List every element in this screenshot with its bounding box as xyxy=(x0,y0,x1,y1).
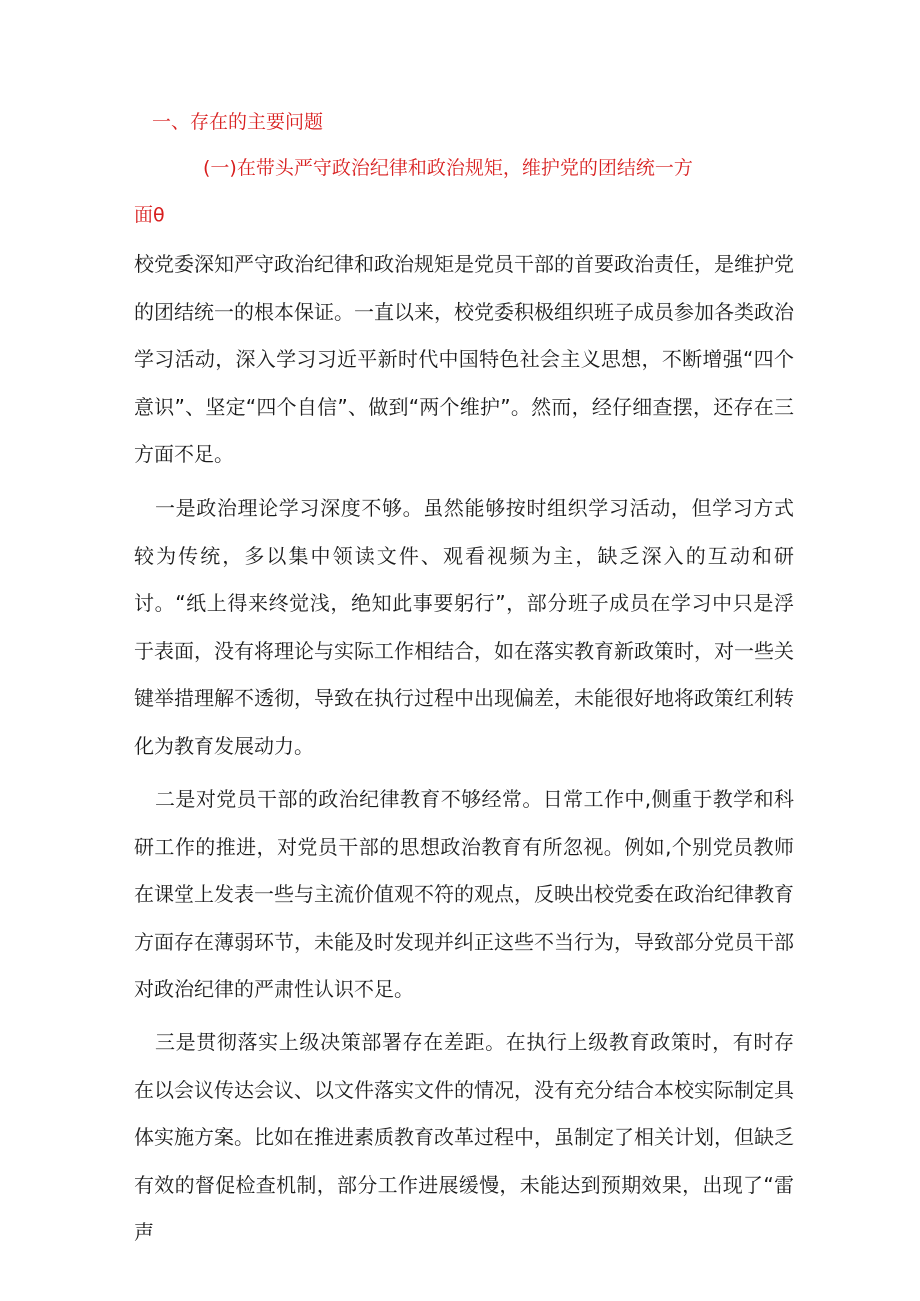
paragraph-issue-one: 一是政治理论学习深度不够。虽然能够按时组织学习活动，但学习方式较为传统，多以集中领读文件、观看视频为主，缺乏深入的互动和研讨。“纸上得来终觉浅，绝知此事要躬行”，部分班子成员在学习中只是浮于表面，没有将理论与实际工作相结合，如在落实教育新政策时，对一些关键举措理解不透彻，导致在执行过程中出现偏差，未能很好地将政策红利转化为教育发展动力。 xyxy=(134,496,794,758)
paragraph-intro: 校党委深知严守政治纪律和政治规矩是党员干部的首要政治责任，是维护党的团结统一的根本保证。一直以来，校党委积极组织班子成员参加各类政治学习活动，深入学习习近平新时代中国特色社会主义思想，不断增强“四个意识”、坚定“四个自信”、做到“两个维护”。然而，经仔细查摆，还存在三方面不足。 xyxy=(134,252,794,466)
section-heading: 一、存在的主要问题 xyxy=(152,111,324,133)
subsection-heading: (一)在带头严守政治纪律和政治规矩，维护党的团结统一方 xyxy=(203,157,693,179)
paragraph-issue-two: 二是对党员干部的政治纪律教育不够经常。日常工作中,侧重于教学和科研工作的推进，对党员干部的思想政治教育有所忽视。例如,个别党员教师在课堂上发表一些与主流价值观不符的观点，反映出校党委在政治纪律教育方面存在薄弱环节，未能及时发现并纠正这些不当行为，导致部分党员干部对政治纪律的严肃性认识不足。 xyxy=(134,787,794,1001)
subsection-heading-continuation: 面θ xyxy=(134,204,165,226)
paragraph-issue-three: 三是贯彻落实上级决策部署存在差距。在执行上级教育政策时，有时存在以会议传达会议、以文件落实文件的情况，没有充分结合本校实际制定具体实施方案。比如在推进素质教育改革过程中，虽制定了相关计划，但缺乏有效的督促检查机制，部分工作进展缓慢，未能达到预期效果，出现了“雷声 xyxy=(134,1030,794,1244)
